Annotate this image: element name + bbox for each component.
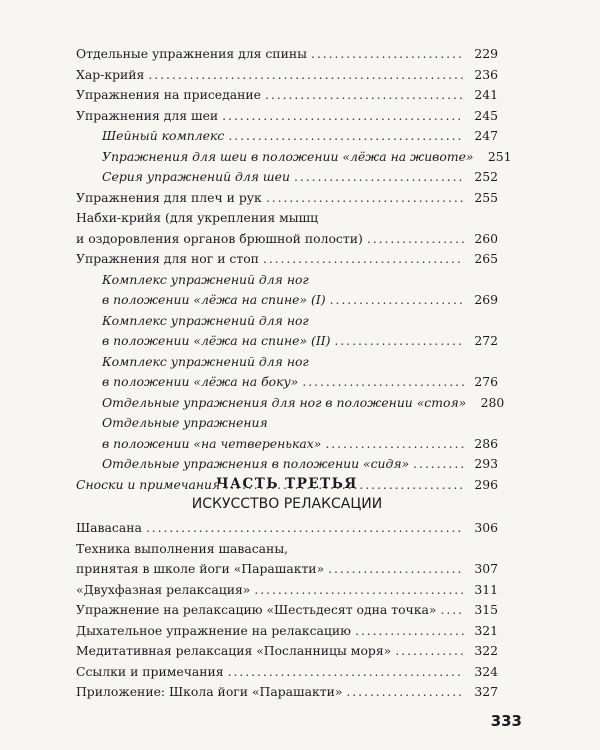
part-three-label: ЧАСТЬ ТРЕТЬЯ	[216, 476, 358, 492]
dot-leader	[222, 106, 464, 127]
toc-entry-page: 306	[474, 520, 498, 535]
toc-entry-page: 322	[474, 643, 498, 658]
toc-entry-title: Упражнения для шеи	[76, 107, 219, 123]
part-three-title: ИСКУССТВО РЕЛАКСАЦИИ	[191, 496, 383, 512]
dot-leader	[335, 331, 465, 352]
toc-entry-page: 315	[474, 602, 498, 617]
toc-entry-title: Упражнения для плеч и рук	[76, 189, 262, 205]
page-number: 333	[490, 712, 522, 730]
dot-leader	[346, 682, 464, 703]
toc-entry-title: Отдельные упражнения для ног в положении «стоя»	[102, 394, 467, 410]
toc-entry	[76, 580, 498, 601]
toc-entry	[76, 270, 498, 311]
dot-leader	[325, 434, 464, 455]
toc-entry	[76, 600, 498, 621]
toc-entry	[76, 682, 498, 703]
toc-entry	[76, 65, 498, 86]
toc-entry-title: Комплекс упражнений для ног	[102, 271, 309, 287]
toc-entry-page: 245	[474, 107, 498, 123]
dot-leader	[263, 249, 464, 270]
toc-entry-title: Упражнение на релаксацию «Шестьдесят одна точка»	[76, 602, 437, 617]
dot-leader	[330, 290, 464, 311]
toc-entry	[76, 249, 498, 270]
toc-entry-title: Ссылки и примечания	[76, 663, 224, 679]
dot-leader	[311, 44, 464, 65]
toc-entry-title: Упражнения для шеи в положении «лёжа на животе»	[102, 148, 474, 164]
toc-entry	[76, 85, 498, 106]
dot-leader	[148, 65, 464, 86]
toc-entry-page: 241	[474, 87, 498, 102]
toc-entry-page: 280	[480, 394, 505, 410]
toc-entry-title: Отдельные упражнения в положении «сидя»	[102, 456, 410, 471]
toc-entry-title: Хар-крийя	[76, 66, 145, 82]
dot-leader	[413, 454, 464, 475]
dot-leader	[294, 167, 464, 188]
toc-entry	[76, 188, 498, 209]
toc-entry	[76, 147, 512, 168]
toc-entry-page: 307	[474, 561, 498, 576]
toc-entry-page: 265	[474, 251, 498, 266]
toc-entry-page: 252	[474, 169, 498, 184]
dot-leader	[146, 518, 464, 539]
toc-entry-page: 255	[474, 189, 498, 205]
toc-entry-title: Дыхательное упражнение на релаксацию	[76, 622, 351, 638]
toc-entry	[76, 518, 498, 539]
toc-entry-title: Отдельные упражнения	[102, 415, 268, 430]
toc-entry-title: Шейный комплекс	[102, 128, 225, 143]
toc-entry	[76, 621, 498, 642]
toc-entry-page: 247	[474, 128, 498, 143]
toc-entry	[76, 311, 498, 352]
toc-entry-page: 236	[474, 66, 498, 82]
dot-leader	[266, 188, 464, 209]
toc-entry	[76, 454, 498, 475]
toc-entry-page: 321	[474, 622, 498, 638]
toc-entry	[76, 413, 498, 454]
toc-entry	[76, 393, 505, 414]
toc-entry-page: 229	[474, 46, 498, 61]
toc-entry-title: Отдельные упражнения для спины	[76, 46, 307, 61]
toc-entry-page: 251	[487, 148, 512, 164]
toc-entry-title: в положении «на четвереньках»	[102, 435, 322, 451]
toc-entry	[76, 44, 498, 65]
dot-leader	[228, 126, 464, 147]
dot-leader	[265, 85, 464, 106]
toc-entry-title: Упражнения на приседание	[76, 87, 261, 102]
dot-leader	[302, 372, 464, 393]
toc-entry-page: 324	[474, 663, 498, 679]
toc-entry	[76, 539, 498, 580]
toc-entry-title: Шавасана	[76, 520, 142, 535]
toc-entry	[76, 208, 498, 249]
toc-entry-title: Комплекс упражнений для ног	[102, 353, 309, 369]
toc-entry-title: принятая в школе йоги «Парашакти»	[76, 561, 325, 576]
toc-entry-page: 293	[474, 456, 498, 471]
toc-entry-page: 269	[474, 292, 498, 307]
toc-entry-page: 272	[474, 333, 498, 348]
toc-entry	[76, 641, 498, 662]
toc-entry-title: Приложение: Школа йоги «Парашакти»	[76, 684, 343, 699]
toc-entry	[76, 167, 498, 188]
table-of-contents-part-three	[76, 518, 498, 703]
dot-leader	[440, 600, 464, 621]
toc-entry-title: Набхи-крийя (для укрепления мышц	[76, 210, 319, 225]
dot-leader	[328, 559, 464, 580]
toc-entry-title: «Двухфазная релаксация»	[76, 581, 251, 597]
toc-entry-title: в положении «лёжа на спине» (II)	[102, 333, 331, 348]
toc-entry	[76, 352, 498, 393]
toc-entry-page: 260	[474, 230, 498, 246]
toc-entry	[76, 662, 498, 683]
dot-leader	[254, 580, 464, 601]
toc-entry-page: 311	[474, 581, 498, 597]
toc-entry-page: 276	[474, 374, 498, 389]
table-of-contents-part-two	[76, 44, 512, 495]
toc-entry-page: 296	[474, 476, 498, 492]
toc-entry-title: Серия упражнений для шеи	[102, 169, 290, 184]
toc-entry-page: 286	[474, 435, 498, 451]
toc-entry	[76, 126, 498, 147]
toc-entry-title: Комплекс упражнений для ног	[102, 312, 309, 328]
toc-entry-page: 327	[474, 684, 498, 699]
toc-entry	[76, 106, 498, 127]
dot-leader	[355, 621, 464, 642]
toc-entry-title: в положении «лёжа на боку»	[102, 374, 299, 389]
dot-leader	[228, 662, 464, 683]
dot-leader	[367, 229, 464, 250]
toc-entry-title: Медитативная релаксация «Посланницы моря»	[76, 643, 392, 658]
dot-leader	[395, 641, 464, 662]
toc-entry-title: Техника выполнения шавасаны,	[76, 540, 289, 556]
toc-entry-title: в положении «лёжа на спине» (I)	[102, 292, 326, 307]
toc-entry-title: Упражнения для ног и стоп	[76, 251, 259, 266]
toc-entry-title: и оздоровления органов брюшной полости)	[76, 230, 363, 246]
toc-entry-title: Сноски и примечания	[76, 476, 221, 492]
